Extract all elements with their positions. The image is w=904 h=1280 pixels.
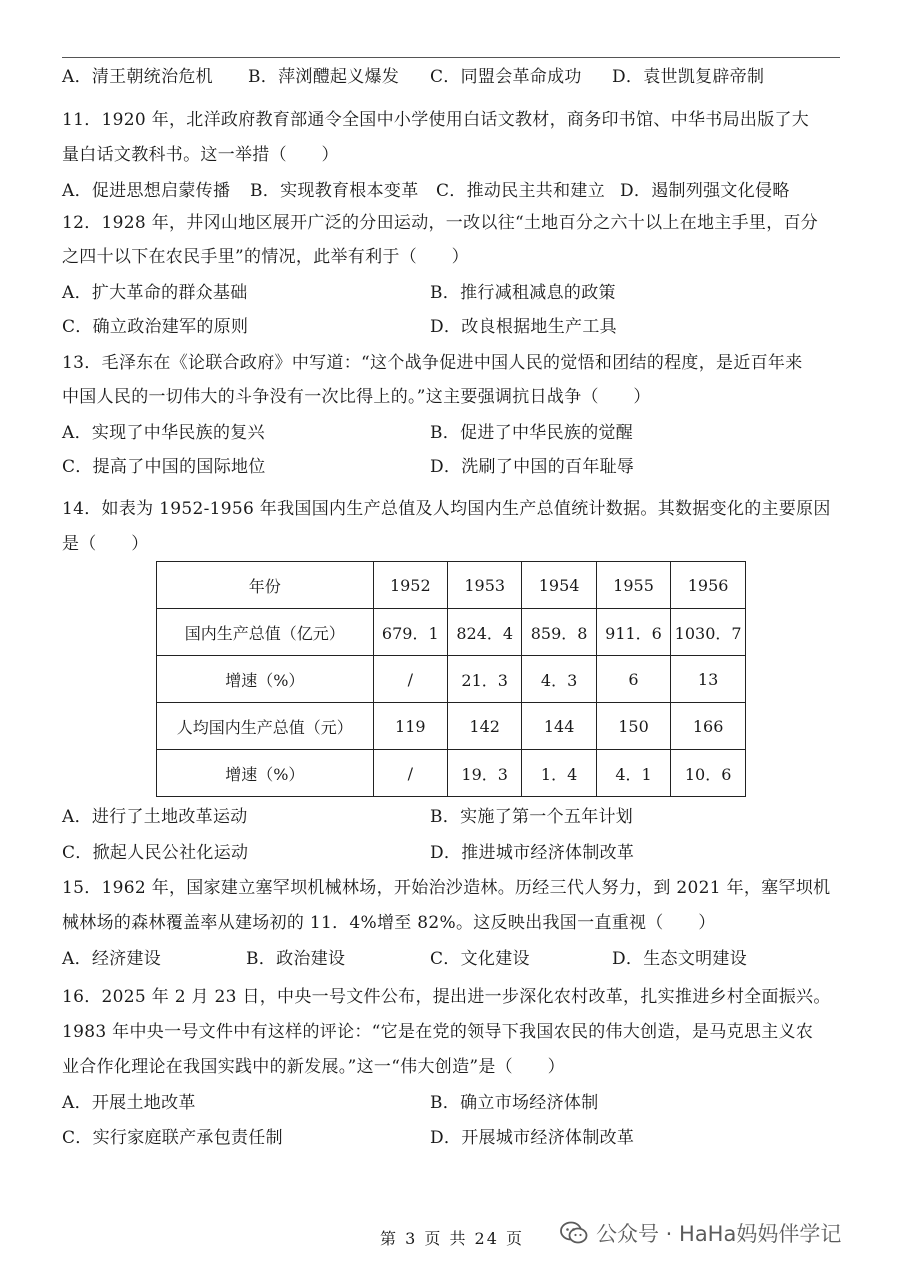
table-row-label: 国内生产总值（亿元） [157,609,374,656]
table-cell: 1．4 [522,750,596,797]
table-header-cell: 1954 [522,562,596,609]
q12-option-d[interactable]: D．改良根据地生产工具 [430,317,617,337]
q13-stem-line-1: 13．毛泽东在《论联合政府》中写道：“这个战争促进中国人民的觉悟和团结的程度，是近百年来 [62,353,803,373]
q12-option-b[interactable]: B．推行减租减息的政策 [430,283,616,303]
q14-option-a[interactable]: A．进行了土地改革运动 [62,807,248,827]
table-cell: / [373,656,447,703]
table-cell: 10．6 [671,750,746,797]
q12-option-a[interactable]: A．扩大革命的群众基础 [62,283,248,303]
q15-option-a[interactable]: A．经济建设 [62,949,162,969]
q16-option-c[interactable]: C．实行家庭联产承包责任制 [62,1128,283,1148]
q13-option-b[interactable]: B．促进了中华民族的觉醒 [430,423,634,443]
q11-option-b[interactable]: B．实现教育根本变革 [250,181,419,201]
table-row [157,609,746,656]
q11-option-a[interactable]: A．促进思想启蒙传播 [62,181,231,201]
q10-option-d[interactable]: D．袁世凯复辟帝制 [612,67,765,87]
table-row [157,703,746,750]
table-cell: 150 [596,703,670,750]
q12-stem-line-1: 12．1928 年，井冈山地区展开广泛的分田运动，一改以往“土地百分之六十以上在地主手里，百分 [62,213,819,233]
wechat-watermark [560,1218,841,1248]
q13-stem-line-2: 中国人民的一切伟大的斗争没有一次比得上的。”这主要强调抗日战争（ ） [62,387,651,407]
q12-stem-line-2: 之四十以下在农民手里”的情况，此举有利于（ ） [62,247,469,267]
q15-option-c[interactable]: C．文化建设 [430,949,530,969]
q11-option-d[interactable]: D．遏制列强文化侵略 [620,181,790,201]
wechat-icon [560,1221,588,1245]
q11-option-c[interactable]: C．推动民主共和建立 [436,181,606,201]
table-cell: 13 [671,656,746,703]
table-cell: 679．1 [373,609,447,656]
table-cell: 824．4 [448,609,522,656]
table-cell: 4．1 [596,750,670,797]
table-row [157,656,746,703]
page-number: 第 3 页 共 24 页 [380,1229,524,1248]
table-header-cell: 1953 [448,562,522,609]
q16-option-a[interactable]: A．开展土地改革 [62,1093,196,1113]
table-cell: / [373,750,447,797]
table-cell: 21．3 [448,656,522,703]
table-row [157,750,746,797]
table-cell: 4．3 [522,656,596,703]
q13-option-d[interactable]: D．洗刷了中国的百年耻辱 [430,457,635,477]
q13-option-a[interactable]: A．实现了中华民族的复兴 [62,423,265,443]
q14-stem-line-2: 是（ ） [62,534,149,554]
table-cell: 859．8 [522,609,596,656]
gdp-statistics-table [156,561,746,797]
q14-option-d[interactable]: D．推进城市经济体制改革 [430,843,635,863]
q14-option-c[interactable]: C．掀起人民公社化运动 [62,843,249,863]
q15-stem-line-1: 15．1962 年，国家建立塞罕坝机械林场，开始治沙造林。历经三代人努力，到 2021 年，塞罕坝机 [62,878,831,898]
table-cell: 19．3 [448,750,522,797]
table-row-label: 人均国内生产总值（元） [157,703,374,750]
table-header-cell: 1956 [671,562,746,609]
q15-stem-line-2: 械林场的森林覆盖率从建场初的 11．4%增至 82%。这反映出我国一直重视（ ） [62,913,716,933]
header-rule [62,57,840,58]
q10-option-b[interactable]: B．萍浏醴起义爆发 [248,67,400,87]
table-cell: 142 [448,703,522,750]
q15-option-d[interactable]: D．生态文明建设 [612,949,748,969]
table-row-label: 增速（%） [157,656,374,703]
table-cell: 166 [671,703,746,750]
q10-option-c[interactable]: C．同盟会革命成功 [430,67,582,87]
table-cell: 911．6 [596,609,670,656]
q16-option-d[interactable]: D．开展城市经济体制改革 [430,1128,635,1148]
table-header-cell: 1955 [596,562,670,609]
q16-option-b[interactable]: B．确立市场经济体制 [430,1093,599,1113]
q14-option-b[interactable]: B．实施了第一个五年计划 [430,807,634,827]
q11-stem-line-2: 量白话文教科书。这一举措（ ） [62,145,339,165]
table-cell: 144 [522,703,596,750]
table-cell: 1030．7 [671,609,746,656]
q12-option-c[interactable]: C．确立政治建军的原则 [62,317,249,337]
table-header-row [157,562,746,609]
q14-stem-line-1: 14．如表为 1952-1956 年我国国内生产总值及人均国内生产总值统计数据。其数据变化的主要原因 [62,499,831,519]
table-row-label: 增速（%） [157,750,374,797]
q15-option-b[interactable]: B．政治建设 [246,949,346,969]
q16-stem-line-1: 16．2025 年 2 月 23 日，中央一号文件公布，提出进一步深化农村改革，扎实推进乡村全面振兴。 [62,987,831,1007]
q16-stem-line-2: 1983 年中央一号文件中有这样的评论：“它是在党的领导下我国农民的伟大创造，是马克思主义农 [62,1022,814,1042]
q16-stem-line-3: 业合作化理论在我国实践中的新发展。”这一“伟大创造”是（ ） [62,1057,565,1077]
q13-option-c[interactable]: C．提高了中国的国际地位 [62,457,266,477]
table-cell: 119 [373,703,447,750]
q10-option-a[interactable]: A．清王朝统治危机 [62,67,213,87]
q11-stem-line-1: 11．1920 年，北洋政府教育部通令全国中小学使用白话文教材，商务印书馆、中华书局出版了大 [62,110,810,130]
table-header-cell: 1952 [373,562,447,609]
watermark-text: 公众号 · HaHa妈妈伴学记 [596,1222,842,1246]
table-cell: 6 [596,656,670,703]
table-header-cell: 年份 [157,562,374,609]
